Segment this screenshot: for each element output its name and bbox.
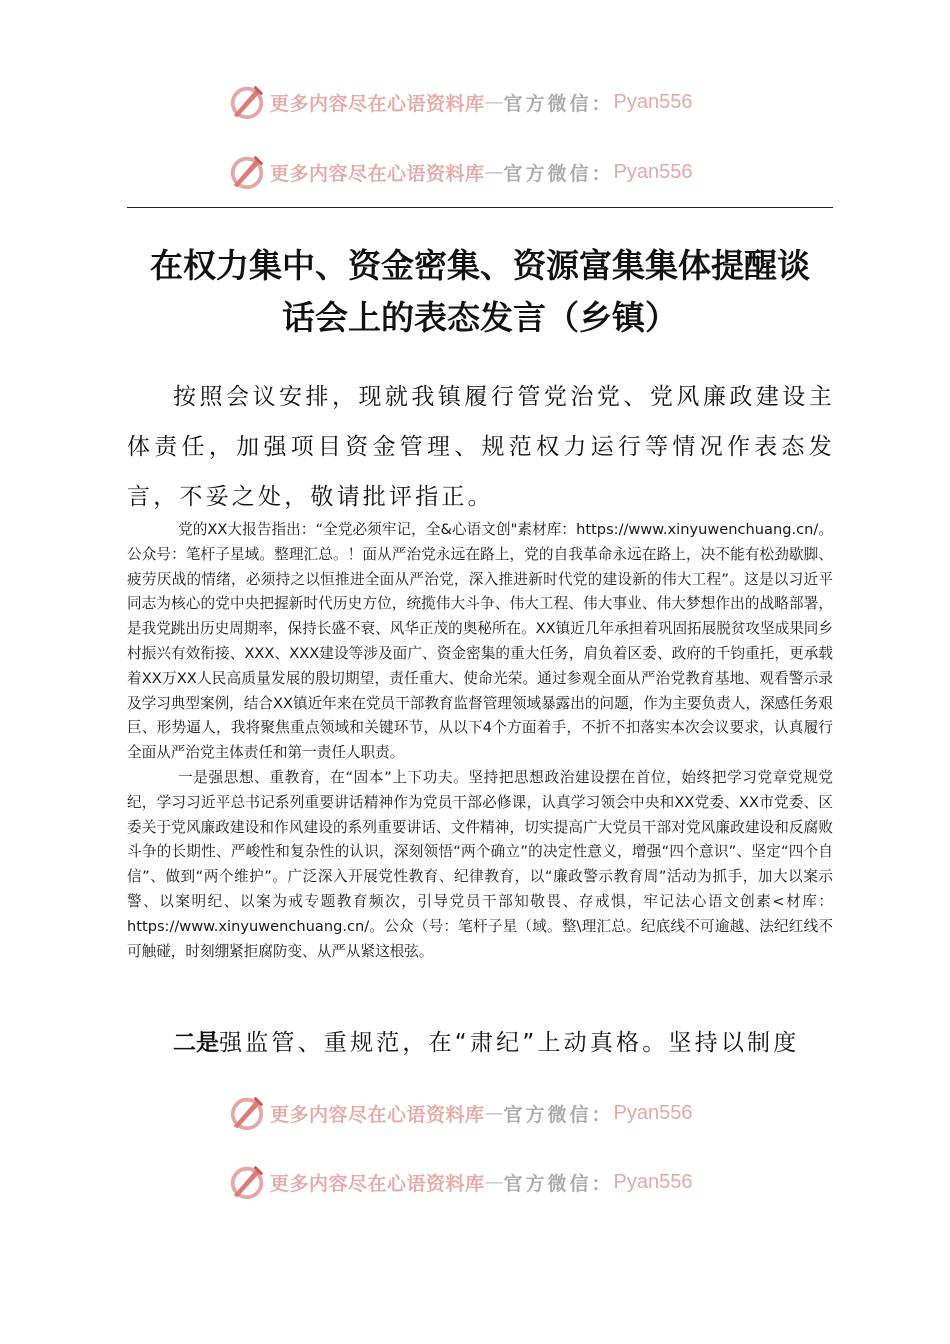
watermark-id: Pyan556 [613, 90, 693, 113]
section-2-lead: 二是 [173, 1030, 219, 1056]
watermark-dash: — [484, 1102, 504, 1124]
watermark-brand: 更多内容尽在心语资料库 [270, 92, 485, 115]
body-section [127, 518, 833, 964]
watermark-id: Pyan556 [613, 1101, 693, 1124]
intro-paragraph: 按照会议安排，现就我镇履行管党治党、党风廉政建设主体责任，加强项目资金管理、规范权力运行等情况作表态发言，不妥之处，敬请批评指正。 [127, 384, 835, 510]
page-title [110, 240, 850, 344]
watermark-sub: 官方微信： [503, 1103, 614, 1126]
watermark-brand: 更多内容尽在心语资料库 [270, 1172, 485, 1195]
section-2-paragraph [127, 1018, 835, 1068]
title-line-2: 话会上的表态发言（乡镇） [282, 298, 678, 337]
title-line-1: 在权力集中、资金密集、资源富集集体提醒谈 [150, 246, 810, 285]
watermark-brand: 更多内容尽在心语资料库 [270, 1103, 485, 1126]
watermark-banner [228, 152, 693, 192]
pen-logo-icon [228, 1163, 266, 1201]
watermark-brand: 更多内容尽在心语资料库 [270, 162, 485, 185]
section-2 [127, 1018, 835, 1068]
watermark-dash: — [484, 161, 504, 183]
watermark-sub: 官方微信： [503, 92, 614, 115]
watermark-id: Pyan556 [613, 160, 693, 183]
intro-section [127, 372, 835, 522]
body-paragraph-2: 一是强思想、重教育，在“固本”上下功夫。坚持把思想政治建设摆在首位，始终把学习党章党规党纪，学习习近平总书记系列重要讲话精神作为党员干部必修课，认真学习领会中央和XX党委、XX市党委、区委关于党风廉政建设和作风建设的系列重要讲话、文件精神，切实提高广大党员干部对党风廉政建设和反腐败斗争的长期性、严峻性和复杂性的认识，深刻领悟“两个确立”的决定性意义，增强“四个意识”、坚定“四个自信”、做到“两个维护”。广泛深入开展党性教育、纪律教育，以“廉政警示教育周”活动为抓手，加大以案示警、以案明纪、以案为戒专题教育频次，引导党员干部知敬畏、存戒惧，牢记法心语文创素<材库：https://www.xinyuwenchuang.cn/。公众（号：笔杆子星（域。整\理汇总。纪底线不可逾越、法纪红线不可触碰，时刻绷紧拒腐防变、从严从紧这根弦。 [127, 768, 833, 960]
pen-logo-icon [228, 83, 266, 121]
pen-logo-icon [228, 153, 266, 191]
section-2-text: 强监管、重规范，在“肃纪”上动真格。坚持以制度 [219, 1030, 800, 1056]
watermark-banner [228, 1162, 693, 1202]
pen-logo-icon [228, 1094, 266, 1132]
watermark-banner [228, 1093, 693, 1133]
watermark-sub: 官方微信： [503, 1172, 614, 1195]
watermark-dash: — [484, 1171, 504, 1193]
header-divider [127, 207, 833, 208]
body-paragraph-1: 党的XX大报告指出：“全党必须牢记，全&心语文创"素材库：https://www.xinyuwenchuang.cn/。公众号：笔杆子星域。整理汇总。！面从严治党永远在路上，党的自我革命永远在路上，决不能有松劲歇脚、疲劳厌战的情绪，必须持之以恒推进全面从严治党，深入推进新时代党的建设新的伟大工程”。这是以习近平同志为核心的党中央把握新时代历史方位，统揽伟大斗争、伟大工程、伟大事业、伟大梦想作出的战略部署，是我党跳出历史周期率，保持长盛不衰、风华正茂的奥秘所在。XX镇近几年承担着巩固拓展脱贫攻坚成果同乡村振兴有效衔接、XXX、XXX建设等涉及面广、资金密集的重大任务，肩负着区委、政府的千钧重托，更承载着XX万XX人民高质量发展的殷切期望，责任重大、使命光荣。通过参观全面从严治党教育基地、观看警示录及学习典型案例，结合XX镇近年来在党员干部教育监督管理领域暴露出的问题，作为主要负责人，深感任务艰巨、形势逼人，我将聚焦重点领域和关键环节，从以下4个方面着手，不折不扣落实本次会议要求，认真履行全面从严治党主体责任和第一责任人职责。 [127, 521, 833, 762]
watermark-id: Pyan556 [613, 1170, 693, 1193]
watermark-dash: — [484, 91, 504, 113]
watermark-sub: 官方微信： [503, 162, 614, 185]
watermark-banner [228, 82, 693, 122]
